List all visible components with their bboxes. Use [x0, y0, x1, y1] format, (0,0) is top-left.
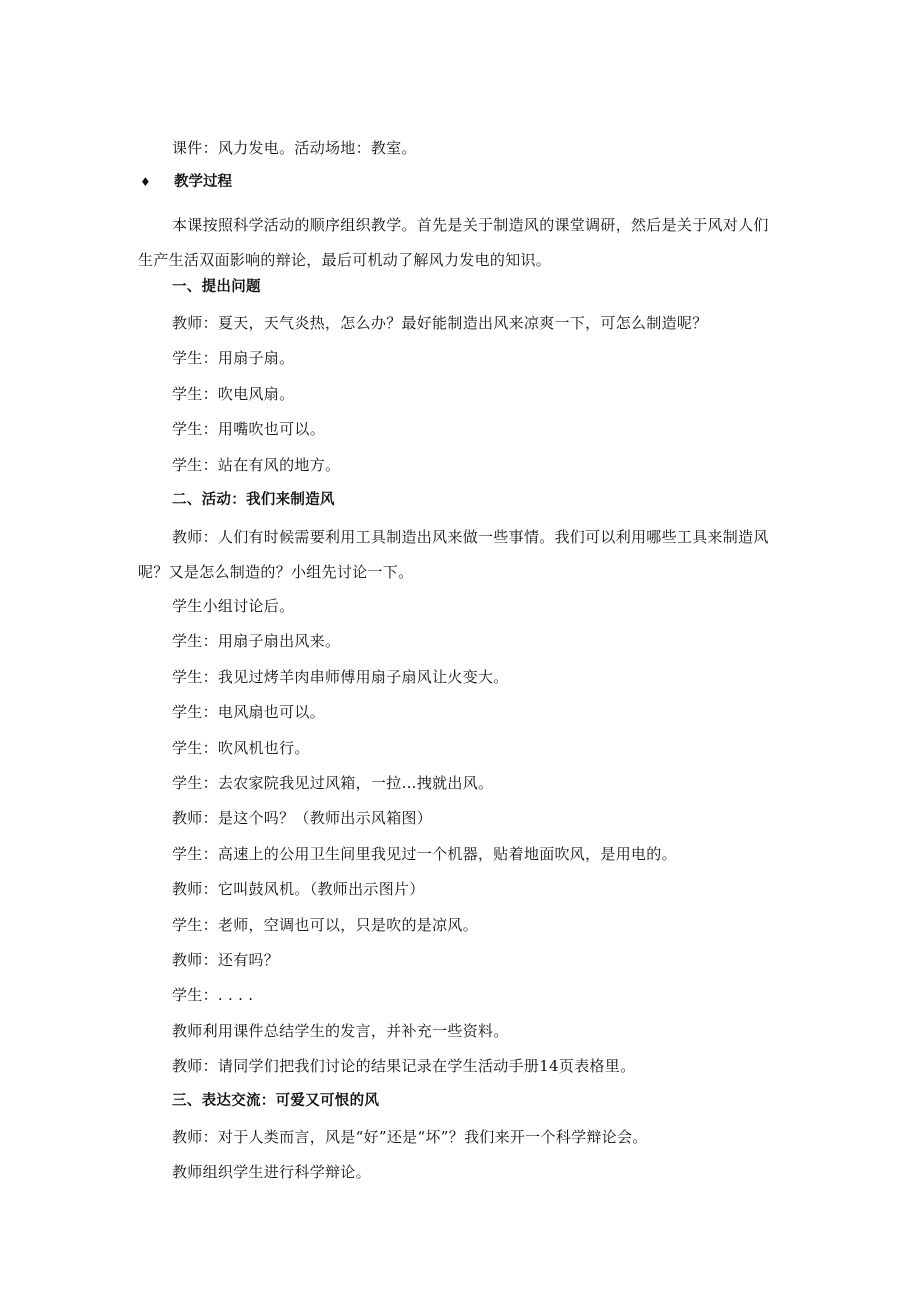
part1-line: 教师：夏天，天气炎热，怎么办？最好能制造出风来凉爽一下，可怎么制造呢？ [172, 314, 708, 332]
part2-line: 学生：高速上的公用卫生间里我见过一个机器，贴着地面吹风，是用电的。 [172, 845, 677, 863]
materials-line: 课件：风力发电。活动场地：教室。 [172, 139, 417, 157]
part2-line: 学生：用扇子扇出风来。 [172, 632, 341, 650]
teacher-question-line-2: 呢？又是怎么制造的？小组先讨论一下。 [138, 563, 414, 581]
part2-line: 学生：吹风机也行。 [172, 739, 310, 757]
intro-line-2: 生产生活双面影响的辩论，最后可机动了解风力发电的知识。 [138, 251, 552, 269]
part1-line: 学生：吹电风扇。 [172, 385, 295, 403]
part3-line: 教师：对于人类而言，风是“好”还是“坏”？我们来开一个科学辩论会。 [172, 1128, 648, 1146]
part2-heading: 二、活动：我们来制造风 [172, 492, 335, 508]
part2-line: 学生：电风扇也可以。 [172, 703, 326, 721]
section-teaching-process [140, 172, 232, 192]
part2-line: 学生：. . . . [172, 986, 254, 1004]
diamond-bullet-icon: ♦ [140, 175, 151, 189]
part2-line: 教师：还有吗？ [172, 951, 280, 969]
part1-line: 学生：站在有风的地方。 [172, 456, 341, 474]
part2-line: 学生：我见过烤羊肉串师傅用扇子扇风让火变大。 [172, 668, 509, 686]
part2-teacher-question [138, 520, 778, 590]
part3-heading: 三、表达交流：可爱又可恨的风 [172, 1093, 380, 1109]
part2-line: 教师：它叫鼓风机。（教师出示图片） [172, 880, 425, 898]
part3-line: 教师组织学生进行科学辩论。 [172, 1163, 371, 1181]
intro-paragraph [138, 208, 778, 278]
part2-line: 学生小组讨论后。 [172, 597, 295, 615]
intro-line-1: 本课按照科学活动的顺序组织教学。首先是关于制造风的课堂调研，然后是关于风对人们 [172, 216, 769, 234]
teacher-question-line-1: 教师：人们有时候需要利用工具制造出风来做一些事情。我们可以利用哪些工具来制造风 [172, 528, 769, 546]
part1-line: 学生：用嘴吹也可以。 [172, 420, 326, 438]
section-title: 教学过程 [174, 174, 232, 190]
part2-line: 教师：是这个吗？（教师出示风箱图） [172, 809, 433, 827]
part2-line: 教师利用课件总结学生的发言，并补充一些资料。 [172, 1022, 509, 1040]
part2-line: 学生：去农家院我见过风箱，一拉…拽就出风。 [172, 774, 494, 792]
part2-line: 教师：请同学们把我们讨论的结果记录在学生活动手册14页表格里。 [172, 1057, 636, 1075]
part1-line: 学生：用扇子扇。 [172, 349, 295, 367]
part1-heading: 一、提出问题 [172, 279, 261, 295]
part2-line: 学生：老师，空调也可以，只是吹的是凉风。 [172, 916, 479, 934]
